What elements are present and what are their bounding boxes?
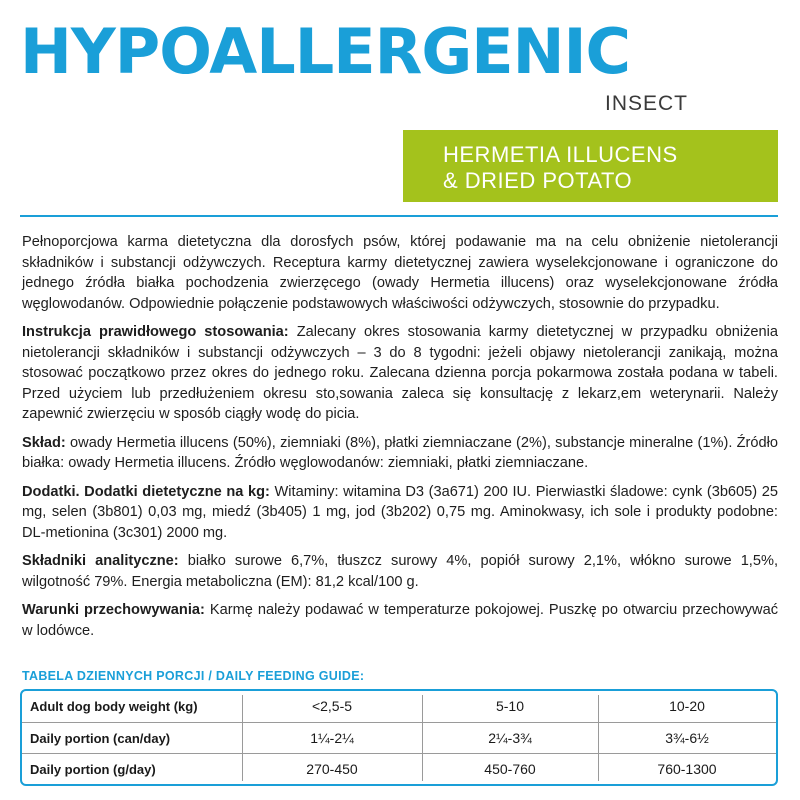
row-label: Daily portion (can/day) (30, 731, 171, 746)
storage-text: Karmę należy podawać w temperaturze pokojowej. Puszkę po otwarciu przechowywać w lodówce. (22, 602, 778, 639)
table-cell: 1¼-2¼ (310, 730, 354, 746)
additives-paragraph (22, 482, 778, 544)
composition-label: Skład: (22, 434, 66, 451)
product-title: HYPOALLERGENIC (20, 15, 631, 88)
variant-badge (403, 130, 778, 202)
usage-label: Instrukcja prawidłowego stosowania: (22, 324, 289, 340)
table-cell: 10-20 (669, 698, 705, 714)
additives-label: Dodatki. Dodatki dietetyczne na kg: (22, 483, 270, 500)
composition-text: owady Hermetia illucens (50%), ziemniaki (8%), płatki ziemniaczane (2%), substancje mineralne (1%). Źródło białka: owady Hermetia illucens. Źródło węglowodanów: ziemniaki, płatki ziemniaczane. (22, 434, 778, 471)
additives-text: Witaminy: witamina D3 (3a671) 200 IU. Pierwiastki śladowe: cynk (3b605) 25 mg, selen (3b801) 0,03 mg, miedź (3b405) 1 mg, jod (3b202) 0,75 mg. Aminokwasy, ich sole i produkty podobne: DL-metionina (3c301) 2000 mg. (22, 483, 778, 541)
analytical-label: Składniki analityczne: (22, 553, 179, 569)
description-section (22, 232, 778, 649)
variant-line-1: HERMETIA ILLUCENS (443, 142, 678, 167)
row-label: Adult dog body weight (kg) (30, 699, 198, 714)
table-row-grams-per-day (22, 753, 776, 785)
table-cell: 450-760 (484, 761, 536, 777)
composition-paragraph (22, 433, 778, 474)
intro-paragraph: Pełnoporcjowa karma dietetyczna dla dorosfych psów, której podawanie ma na celu obniżenie nietolerancji składników i substancji odżywczych. Receptura karmy dietetycznej zawiera wyselekcjonowane i ograniczone do jednego źródła białka pochodzenia zwierzęcego (owady Hermetia illucens) oraz wyselekcjonowane źródła węglowodanów. Odpowiednie połączenie podstawowych właściwości odżywczych, stosownie do przypadku. (22, 234, 778, 312)
storage-paragraph (22, 600, 778, 641)
table-cell: 270-450 (306, 761, 358, 777)
divider (20, 215, 778, 217)
table-cell: 5-10 (495, 698, 525, 714)
table-row-can-per-day (22, 722, 776, 754)
feeding-table-title: TABELA DZIENNYCH PORCJI / DAILY FEEDING GUIDE: (22, 669, 365, 683)
product-subtitle: INSECT (604, 92, 688, 115)
table-cell: 3¾-6½ (665, 730, 709, 746)
usage-text: Zalecany okres stosowania karmy dietetycznej w przypadku obniżenia nietolerancji składników i substancji odżywczych – 3 do 8 tygodni: jeżeli objawy nietolerancji zanikają, można stosować początkowo przez okres do jednego roku. Zalecana dzienna porcja pokarmowa została podana w tabeli. Przed użyciem lub przedłużeniem okresu sto,sowania zaleca się konsultację z lekarz,em weterynarii. Należy zapewnić zwierzęciu w sposób ciągły wodę do picia. (22, 324, 779, 422)
feeding-table (20, 689, 778, 786)
table-row-body-weight (22, 691, 776, 722)
variant-line-2: & DRIED POTATO (443, 168, 633, 193)
table-cell: 2¼-3¾ (488, 730, 532, 746)
table-cell: 760-1300 (657, 761, 717, 777)
table-cell: <2,5-5 (311, 698, 353, 714)
row-label: Daily portion (g/day) (30, 762, 156, 777)
storage-label: Warunki przechowywania: (22, 602, 205, 618)
analytical-paragraph (22, 551, 778, 592)
usage-paragraph (22, 322, 778, 425)
analytical-text: białko surowe 6,7%, tłuszcz surowy 4%, popiół surowy 2,1%, włókno surowe 1,5%, wilgotność 79%. Energia metaboliczna (EM): 81,2 kcal/100 g. (22, 553, 779, 590)
